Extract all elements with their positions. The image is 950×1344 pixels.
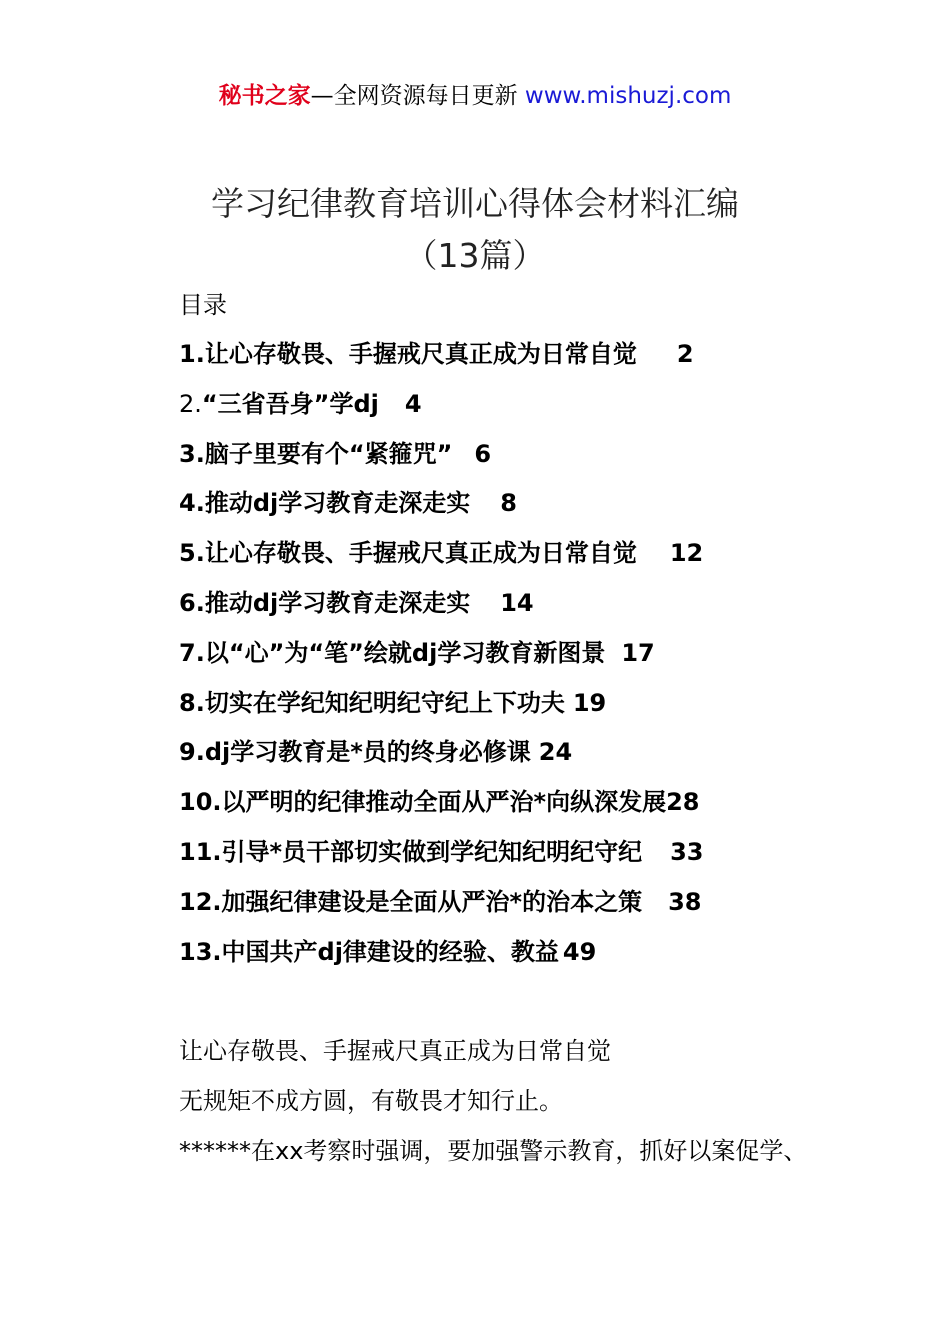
toc-item[interactable] [179, 337, 703, 387]
toc-text: 推动dj学习教育走深走实 [204, 489, 471, 518]
toc-text: 以“心”为“笔”绘就dj学习教育新图景 [204, 638, 606, 667]
toc-item[interactable] [179, 835, 703, 885]
document-title: 学习纪律教育培训心得体会材料汇编 [211, 184, 739, 223]
toc-number: 12. [179, 887, 222, 916]
body-paragraph: ******在xx考察时强调，要加强警示教育，抓好以案促学、 [179, 1137, 808, 1165]
toc-text: 引导*员干部切实做到学纪知纪明纪守纪 [221, 837, 643, 866]
toc-item[interactable] [179, 885, 703, 935]
toc-text: 让心存敬畏、手握戒尺真正成为日常自觉 [204, 539, 637, 568]
toc-item[interactable] [179, 935, 703, 985]
toc-page: 8 [500, 489, 517, 518]
toc-item[interactable] [179, 735, 703, 785]
toc-text: 脑子里要有个“紧箍咒” [204, 439, 453, 468]
toc-number: 10. [179, 788, 222, 817]
toc-item[interactable] [179, 785, 703, 835]
toc-page: 38 [668, 887, 702, 916]
toc-item[interactable] [179, 536, 703, 586]
header-tagline: —全网资源每日更新 [310, 83, 525, 109]
toc-page: 14 [500, 588, 534, 617]
toc-number: 6. [179, 588, 205, 617]
toc-item[interactable] [179, 387, 703, 437]
toc-item[interactable] [179, 486, 703, 536]
toc-page: 19 [572, 688, 607, 717]
brand-name: 秘书之家 [218, 83, 311, 109]
toc-number: 7. [179, 638, 205, 667]
toc-text: 切实在学纪知纪明纪守纪上下功夫 [204, 688, 565, 717]
toc-number: 8. [179, 688, 205, 717]
toc-label: 目录 [179, 291, 227, 319]
site-url[interactable]: www.mishuzj.com [524, 83, 732, 109]
toc-page: 24 [538, 738, 573, 767]
toc-page: 17 [621, 638, 655, 667]
toc-text: 中国共产dj律建设的经验、教益 [221, 937, 559, 966]
toc-page: 2 [676, 340, 694, 368]
table-of-contents [179, 337, 703, 984]
toc-page: 6 [474, 439, 492, 468]
toc-number: 13. [179, 937, 222, 966]
toc-item[interactable] [179, 636, 703, 686]
toc-number: 2. [179, 389, 202, 418]
toc-page: 49 [562, 937, 597, 966]
body-paragraph: 无规矩不成方圆，有敬畏才知行止。 [179, 1087, 563, 1115]
site-header [0, 80, 950, 112]
toc-text: 以严明的纪律推动全面从严治*向纵深发展 [221, 788, 667, 817]
document-subtitle: （13篇） [404, 236, 546, 275]
toc-page: 33 [670, 837, 704, 866]
toc-text: 加强纪律建设是全面从严治*的治本之策 [221, 887, 643, 916]
toc-number: 3. [179, 439, 205, 468]
toc-page: 12 [669, 539, 704, 568]
toc-page: 4 [404, 389, 422, 418]
section-title: 让心存敬畏、手握戒尺真正成为日常自觉 [179, 1037, 611, 1065]
toc-text: dj学习教育是*员的终身必修课 [204, 738, 531, 767]
toc-text: 推动dj学习教育走深走实 [204, 588, 471, 617]
toc-item[interactable] [179, 586, 703, 636]
toc-number: 11. [179, 837, 222, 866]
toc-number: 1. [179, 340, 205, 368]
toc-item[interactable] [179, 686, 703, 736]
toc-item[interactable] [179, 437, 703, 487]
toc-text: “三省吾身”学dj [201, 389, 379, 418]
toc-number: 4. [179, 489, 205, 518]
toc-number: 9. [179, 738, 205, 767]
toc-page: 28 [666, 788, 700, 817]
toc-number: 5. [179, 539, 205, 568]
toc-text: 让心存敬畏、手握戒尺真正成为日常自觉 [204, 340, 637, 368]
